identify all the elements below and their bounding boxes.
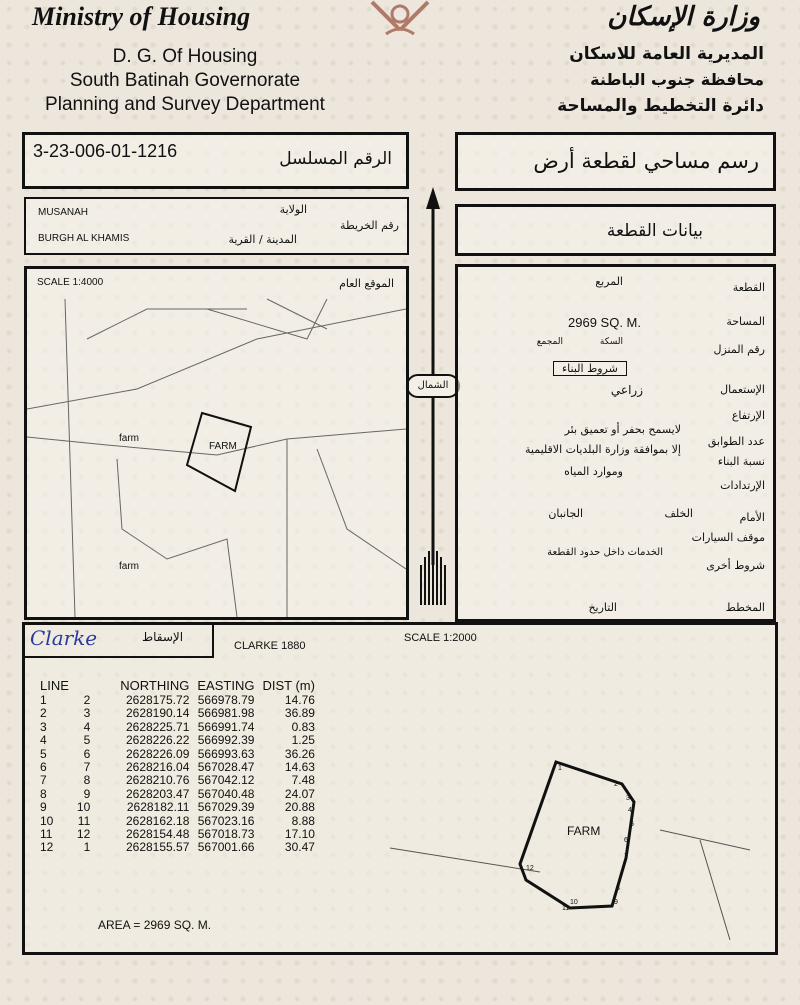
condition-line-2: إلا بموافقة وزارة البلديات الاقليمية bbox=[525, 443, 681, 456]
table-row bbox=[36, 707, 319, 720]
cell-northing: 2628155.57 bbox=[125, 840, 190, 855]
front-label: الأمام bbox=[739, 511, 765, 524]
col-easting: EASTING bbox=[197, 678, 255, 694]
sides-label: الجانبان bbox=[548, 507, 583, 520]
dept-ar-line-1: المديرية العامة للاسكان bbox=[569, 44, 764, 64]
serial-number: 3-23-006-01-1216 bbox=[33, 141, 178, 161]
cell-northing: 2628226.22 bbox=[125, 733, 190, 748]
cell-from: 9 bbox=[40, 800, 47, 815]
table-row bbox=[36, 734, 319, 747]
cell-easting: 567001.66 bbox=[197, 840, 255, 855]
cell-northing: 2628182.11 bbox=[126, 800, 190, 815]
farm-plot-outline bbox=[187, 413, 251, 491]
cell-dist: 24.07 bbox=[284, 786, 315, 801]
back-label: الخلف bbox=[664, 507, 693, 520]
projection-label-box bbox=[24, 624, 214, 658]
setback-label: الإرتدادات bbox=[720, 479, 765, 492]
area-total: AREA = 2969 SQ. M. bbox=[98, 918, 212, 932]
table-row bbox=[36, 815, 319, 828]
cell-easting: 567023.16 bbox=[197, 813, 255, 828]
point-label: 4 bbox=[628, 807, 632, 814]
general-map-farm-small-2: farm bbox=[119, 561, 139, 572]
cell-to: 7 bbox=[83, 760, 91, 775]
cell-easting: 566992.39 bbox=[197, 733, 255, 748]
col-northing: NORTHING bbox=[120, 678, 190, 694]
cell-dist: 20.88 bbox=[284, 800, 315, 815]
point-label: 10 bbox=[570, 899, 578, 906]
table-row bbox=[36, 761, 319, 774]
cell-easting: 566981.98 bbox=[197, 706, 255, 721]
dept-ar-line-2: محافظة جنوب الباطنة bbox=[590, 70, 764, 89]
cell-dist: 8.88 bbox=[291, 813, 315, 828]
point-label: 9 bbox=[614, 899, 618, 906]
dept-ar-line-3: دائرة التخطيط والمساحة bbox=[557, 96, 764, 116]
projection-handwritten: Clarke bbox=[30, 626, 98, 650]
point-label: 8 bbox=[616, 885, 620, 892]
cell-northing: 2628225.71 bbox=[125, 719, 190, 734]
cell-northing: 2628175.72 bbox=[125, 693, 190, 707]
parking-label: موقف السيارات bbox=[691, 531, 765, 544]
point-label: 7 bbox=[624, 853, 628, 860]
condition-line-3: وموارد المياه bbox=[564, 465, 623, 478]
table-row bbox=[36, 721, 319, 734]
plot-value: المربع bbox=[595, 275, 623, 288]
cell-dist: 7.48 bbox=[291, 773, 315, 788]
cell-from: 1 bbox=[40, 693, 47, 707]
cell-from: 7 bbox=[40, 773, 47, 788]
serial-box bbox=[22, 132, 409, 189]
table-row bbox=[36, 841, 319, 854]
height-label: الإرتفاع bbox=[731, 409, 765, 422]
cell-to: 1 bbox=[83, 840, 91, 855]
cell-to: 11 bbox=[77, 813, 91, 828]
cell-northing: 2628154.48 bbox=[125, 827, 190, 842]
house-no-value-1: السكة bbox=[599, 337, 623, 347]
house-no-value-2: المجمع bbox=[536, 337, 563, 347]
cell-dist: 0.83 bbox=[291, 719, 315, 734]
dept-en-line-3: Planning and Survey Department bbox=[45, 94, 325, 115]
dept-en-line-1: D. G. Of Housing bbox=[112, 46, 258, 67]
point-label: 12 bbox=[526, 865, 534, 872]
north-arrow bbox=[412, 185, 454, 617]
cell-from: 4 bbox=[40, 733, 47, 748]
point-label: 1 bbox=[558, 765, 562, 772]
condition-line-1: لايسمح بحفر أو تعميق بئر bbox=[564, 423, 681, 436]
cell-easting: 566991.74 bbox=[197, 719, 255, 734]
services-value: الخدمات داخل حدود القطعة bbox=[547, 547, 663, 558]
table-row bbox=[36, 694, 319, 707]
point-label: 2 bbox=[614, 781, 618, 788]
cell-from: 12 bbox=[40, 840, 54, 855]
general-map-title: الموقع العام bbox=[339, 277, 394, 290]
building-conditions-heading: شروط البناء bbox=[553, 361, 627, 376]
plot-data-title: بيانات القطعة bbox=[606, 221, 703, 241]
area-label: المساحة bbox=[726, 315, 765, 328]
cell-northing: 2628226.09 bbox=[125, 746, 190, 761]
area-value: 2969 SQ. M. bbox=[568, 315, 641, 330]
cell-to: 6 bbox=[83, 746, 91, 761]
location-box bbox=[24, 197, 409, 255]
cell-to: 12 bbox=[76, 827, 91, 842]
cell-easting: 567018.73 bbox=[197, 827, 255, 842]
table-row bbox=[36, 748, 319, 761]
cell-to: 5 bbox=[83, 733, 91, 748]
cell-easting: 567042.12 bbox=[197, 773, 255, 788]
cell-easting: 567040.48 bbox=[197, 786, 255, 801]
cell-easting: 566993.63 bbox=[197, 746, 255, 761]
cell-northing: 2628190.14 bbox=[125, 706, 190, 721]
point-label: 11 bbox=[562, 905, 570, 912]
planner-label: المخطط bbox=[725, 601, 765, 614]
house-no-label: رقم المنزل bbox=[713, 343, 765, 356]
village-label: المدينة / القرية bbox=[228, 233, 297, 246]
point-label: 5 bbox=[630, 821, 634, 828]
cell-easting: 567028.47 bbox=[197, 760, 255, 775]
point-label: 3 bbox=[626, 795, 630, 802]
cell-to: 4 bbox=[83, 719, 91, 734]
cell-from: 2 bbox=[40, 706, 47, 721]
general-map-farm-label: FARM bbox=[209, 441, 237, 452]
detail-map-farm-label: FARM bbox=[567, 824, 601, 838]
cell-easting: 566978.79 bbox=[197, 693, 255, 707]
point-label: 6 bbox=[624, 837, 628, 844]
cell-to: 10 bbox=[76, 800, 91, 815]
cell-to: 3 bbox=[83, 706, 91, 721]
floors-label: عدد الطوابق bbox=[707, 435, 765, 448]
table-row bbox=[36, 801, 319, 814]
col-line: LINE bbox=[40, 678, 69, 694]
table-row bbox=[36, 774, 319, 787]
table-row bbox=[36, 788, 319, 801]
use-value: زراعي bbox=[610, 383, 643, 397]
col-line-to bbox=[73, 678, 94, 694]
cell-from: 6 bbox=[40, 760, 47, 775]
coordinates-table bbox=[36, 678, 319, 855]
serial-label: الرقم المسلسل bbox=[279, 149, 392, 169]
cell-dist: 30.47 bbox=[284, 840, 315, 855]
north-label: الشمال bbox=[406, 374, 460, 398]
cell-dist: 14.63 bbox=[284, 760, 315, 775]
table-row bbox=[36, 828, 319, 841]
cell-from: 3 bbox=[40, 719, 47, 734]
cell-northing: 2628210.76 bbox=[125, 773, 190, 788]
detail-map bbox=[370, 740, 770, 940]
cell-to: 9 bbox=[83, 786, 91, 801]
doc-title-box bbox=[455, 132, 776, 191]
emblem bbox=[362, 0, 438, 40]
other-label: شروط أخرى bbox=[706, 559, 765, 572]
plot-data-title-box bbox=[455, 204, 776, 256]
dept-en-line-2: South Batinah Governorate bbox=[69, 70, 301, 91]
wilayat-value: MUSANAH bbox=[38, 207, 89, 218]
cell-to: 2 bbox=[83, 693, 91, 707]
map-no-label: رقم الخريطة bbox=[340, 219, 399, 232]
cell-dist: 36.89 bbox=[284, 706, 315, 721]
cell-dist: 14.76 bbox=[284, 693, 315, 707]
cell-northing: 2628203.47 bbox=[125, 786, 190, 801]
cell-dist: 36.26 bbox=[284, 746, 315, 761]
ministry-title-ar: وزارة الإسكان bbox=[607, 2, 760, 32]
cell-from: 8 bbox=[40, 786, 47, 801]
plot-label: القطعة bbox=[732, 281, 765, 294]
projection-label: الإسقاط bbox=[142, 630, 184, 644]
date-label: التاريخ bbox=[588, 601, 617, 614]
cell-from: 10 bbox=[40, 813, 54, 828]
cell-northing: 2628162.18 bbox=[125, 813, 190, 828]
ministry-title-en: Ministry of Housing bbox=[32, 2, 251, 31]
doc-title: رسم مساحي لقطعة أرض bbox=[533, 149, 759, 173]
general-map-box bbox=[24, 266, 409, 620]
projection-value: CLARKE 1880 bbox=[234, 640, 306, 652]
cell-northing: 2628216.04 bbox=[125, 760, 190, 775]
ratio-label: نسبة البناء bbox=[717, 455, 765, 468]
use-label: الإستعمال bbox=[720, 383, 765, 396]
general-map-farm-small-1: farm bbox=[119, 433, 139, 444]
plot-details-box bbox=[455, 264, 776, 622]
cell-easting: 567029.39 bbox=[197, 800, 255, 815]
detail-scale: SCALE 1:2000 bbox=[404, 632, 477, 644]
col-dist: DIST (m) bbox=[262, 678, 315, 694]
cell-from: 5 bbox=[40, 746, 47, 761]
village-value: BURGH AL KHAMIS bbox=[38, 233, 130, 244]
cell-to: 8 bbox=[83, 773, 91, 788]
general-map-scale: SCALE 1:4000 bbox=[37, 277, 104, 288]
cell-from: 11 bbox=[40, 827, 53, 842]
cell-dist: 17.10 bbox=[284, 827, 315, 842]
cell-dist: 1.25 bbox=[291, 733, 315, 748]
wilayat-label: الولاية bbox=[279, 203, 307, 216]
